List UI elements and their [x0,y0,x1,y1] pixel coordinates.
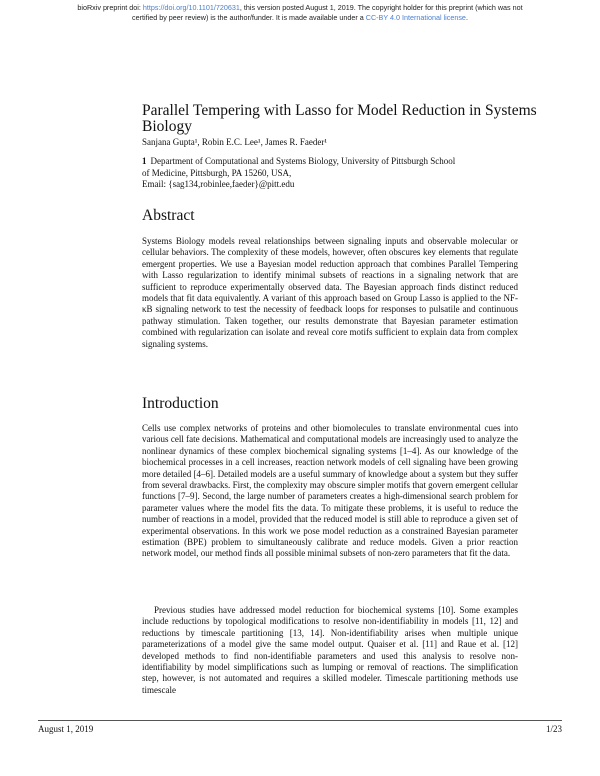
doi-link[interactable]: https://doi.org/10.1101/720631 [142,3,240,12]
footer-divider [38,720,562,721]
affiliation-line-1: Department of Computational and Systems Biology, University of Pittsburgh School [150,156,456,166]
affiliation-line-2: of Medicine, Pittsburgh, PA 15260, USA, [142,167,292,178]
banner-suffix-2: . [465,12,468,22]
banner-line-2 [0,13,600,23]
footer-date: August 1, 2019 [38,724,94,734]
introduction-paragraph-1: Cells use complex networks of proteins and other biomolecules to translate environmental cues into various cell fate decisions. Mathematical and computational models are increasingly used to analyze the nonlinear dynamics of these complex biochemical signaling systems [1–4]. As our knowledge of the biochemical processes in a cell increases, reaction network models of cell signaling have been growing more detailed [4–6]. Detailed models are a useful summary of knowledge about a system but they suffer from several drawbacks. First, the complexity may obscure simpler motifs that govern emergent cellular functions [7–9]. Second, the large number of parameters creates a high-dimensional search problem for parameter values where the model fits the data. To mitigate these problems, it is useful to reduce the number of reactions in a model, provided that the reduced model is still able to reproduce a given set of experimental observations. In this work we pose model reduction as a constrained Bayesian parameter estimation (BPE) problem to simultaneously calibrate and reduce models. Given a prior reaction network model, our method finds all possible minimal subsets of non-zero parameters that fit the data. [142,423,518,559]
banner-prefix-2: certified by peer review) is the author/funder. It is made available under a [132,12,366,22]
abstract-text: Systems Biology models reveal relationships between signaling inputs and observable molecular or cellular behaviors. The complexity of these models, however, often obscures key elements that regulate emergent properties. We use a Bayesian model reduction approach that combines Parallel Tempering with Lasso regularization to identify minimal subsets of reactions in a signaling network that are sufficient to reproduce experimentally observed data. The Bayesian approach finds distinct reduced models that fit data equivalently. A variant of this approach based on Group Lasso is applied to the NF-κB signaling network to test the necessity of feedback loops for responses to pulsatile and continuous pathway stimulation. Taken together, our results demonstrate that Bayesian parameter estimation combined with regularization can isolate and reveal core motifs sufficient to explain data from complex signaling systems. [142,236,518,349]
page-number: 1/23 [545,724,562,734]
introduction-paragraph-2: Previous studies have addressed model reduction for biochemical systems [10]. Some examples include reductions by topological modifications to resolve non-identifiability in models [11, 12] and reductions by timescale partitioning [13, 14]. Non-identifiability arises when multiple unique parameterizations of a model give the same model output. Quaiser et al. [11] and Raue et al. [12] developed methods to find non-identifiable parameters and used this analysis to resolve non-identifiability by model simplifications such as lumping or removal of reactions. The simplification step, however, is not automated and requires a skilled modeler. Timescale partitioning methods use timescale [142,605,518,695]
preprint-banner [0,3,600,22]
affiliation-number: 1 [142,156,147,166]
banner-prefix-1: bioRxiv preprint doi: [77,3,143,12]
affiliation [142,156,522,191]
paper-title: Parallel Tempering with Lasso for Model Reduction in Systems Biology [142,102,537,135]
banner-suffix-1: , this version posted August 1, 2019. The copyright holder for this preprint (which was not [239,3,523,12]
affiliation-email: Email: {sag134,robinlee,faeder}@pitt.edu [142,179,295,189]
introduction-heading: Introduction [142,395,219,412]
author-list: Sanjana Gupta¹, Robin E.C. Lee¹, James R. Faeder¹ [142,137,328,147]
license-link[interactable]: CC-BY 4.0 International license [365,12,466,22]
abstract-heading: Abstract [142,207,195,224]
banner-line-1 [0,3,600,13]
